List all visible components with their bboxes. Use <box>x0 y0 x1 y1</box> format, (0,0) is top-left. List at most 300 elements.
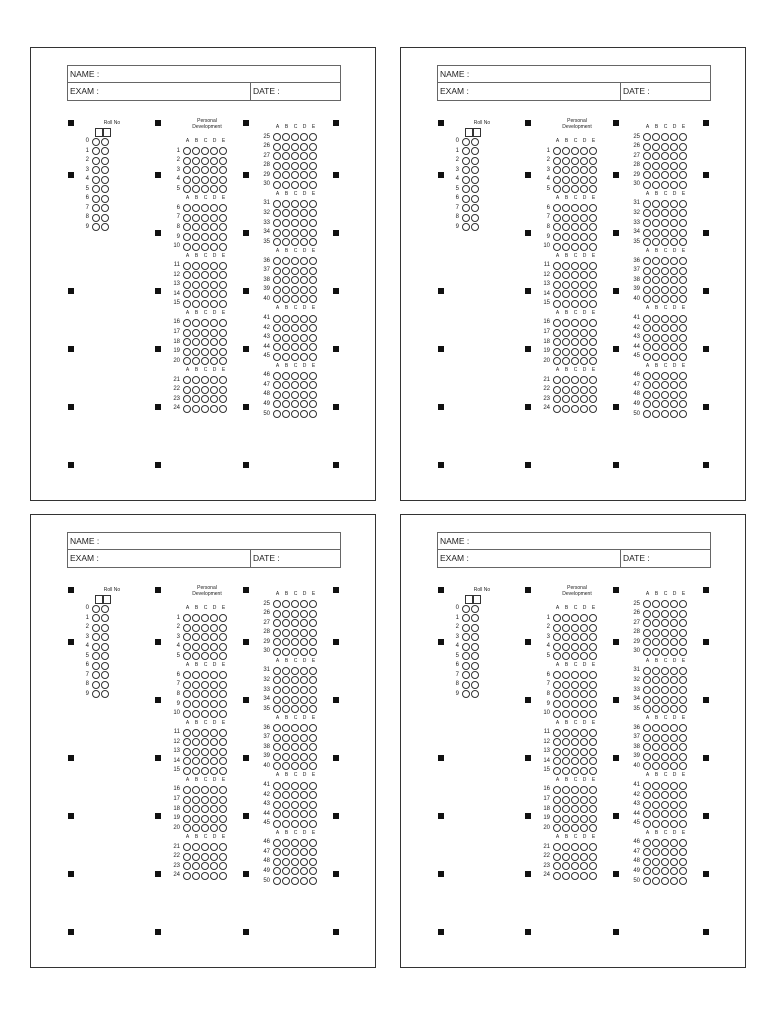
roll-bubble[interactable] <box>92 176 100 184</box>
answer-bubble[interactable] <box>201 796 209 804</box>
answer-bubble[interactable] <box>300 391 308 399</box>
answer-bubble[interactable] <box>562 319 570 327</box>
roll-bubble[interactable] <box>471 138 479 146</box>
answer-bubble[interactable] <box>670 391 678 399</box>
answer-bubble[interactable] <box>219 796 227 804</box>
answer-bubble[interactable] <box>291 372 299 380</box>
answer-bubble[interactable] <box>589 843 597 851</box>
answer-bubble[interactable] <box>201 405 209 413</box>
answer-bubble[interactable] <box>562 204 570 212</box>
exam-field[interactable]: EXAM : DATE : <box>68 550 340 567</box>
answer-bubble[interactable] <box>291 353 299 361</box>
answer-bubble[interactable] <box>273 810 281 818</box>
answer-bubble[interactable] <box>291 676 299 684</box>
answer-bubble[interactable] <box>589 300 597 308</box>
answer-bubble[interactable] <box>670 848 678 856</box>
answer-bubble[interactable] <box>201 386 209 394</box>
answer-bubble[interactable] <box>643 209 651 217</box>
answer-bubble[interactable] <box>679 353 687 361</box>
answer-bubble[interactable] <box>670 820 678 828</box>
answer-bubble[interactable] <box>571 690 579 698</box>
answer-bubble[interactable] <box>670 324 678 332</box>
answer-bubble[interactable] <box>670 791 678 799</box>
answer-bubble[interactable] <box>652 400 660 408</box>
answer-bubble[interactable] <box>670 619 678 627</box>
answer-bubble[interactable] <box>562 738 570 746</box>
roll-bubble[interactable] <box>92 204 100 212</box>
answer-bubble[interactable] <box>661 667 669 675</box>
exam-field[interactable]: EXAM : DATE : <box>68 83 340 100</box>
answer-bubble[interactable] <box>643 676 651 684</box>
answer-bubble[interactable] <box>192 395 200 403</box>
answer-bubble[interactable] <box>219 757 227 765</box>
answer-bubble[interactable] <box>192 690 200 698</box>
answer-bubble[interactable] <box>219 614 227 622</box>
answer-bubble[interactable] <box>282 848 290 856</box>
answer-bubble[interactable] <box>291 181 299 189</box>
answer-bubble[interactable] <box>219 348 227 356</box>
answer-bubble[interactable] <box>183 872 191 880</box>
answer-bubble[interactable] <box>309 143 317 151</box>
answer-bubble[interactable] <box>679 638 687 646</box>
answer-bubble[interactable] <box>562 681 570 689</box>
answer-bubble[interactable] <box>589 176 597 184</box>
roll-bubble[interactable] <box>471 652 479 660</box>
answer-bubble[interactable] <box>589 710 597 718</box>
answer-bubble[interactable] <box>210 329 218 337</box>
answer-bubble[interactable] <box>661 152 669 160</box>
answer-bubble[interactable] <box>661 200 669 208</box>
answer-bubble[interactable] <box>219 815 227 823</box>
answer-bubble[interactable] <box>679 848 687 856</box>
answer-bubble[interactable] <box>589 185 597 193</box>
answer-bubble[interactable] <box>300 295 308 303</box>
answer-bubble[interactable] <box>562 176 570 184</box>
answer-bubble[interactable] <box>273 181 281 189</box>
answer-bubble[interactable] <box>643 610 651 618</box>
answer-bubble[interactable] <box>589 872 597 880</box>
answer-bubble[interactable] <box>589 348 597 356</box>
answer-bubble[interactable] <box>273 648 281 656</box>
answer-bubble[interactable] <box>183 624 191 632</box>
answer-bubble[interactable] <box>562 853 570 861</box>
answer-bubble[interactable] <box>571 243 579 251</box>
answer-bubble[interactable] <box>300 381 308 389</box>
answer-bubble[interactable] <box>652 724 660 732</box>
answer-bubble[interactable] <box>661 848 669 856</box>
answer-bubble[interactable] <box>309 629 317 637</box>
answer-bubble[interactable] <box>580 300 588 308</box>
answer-bubble[interactable] <box>219 338 227 346</box>
answer-bubble[interactable] <box>571 805 579 813</box>
answer-bubble[interactable] <box>210 614 218 622</box>
answer-bubble[interactable] <box>679 400 687 408</box>
answer-bubble[interactable] <box>219 176 227 184</box>
roll-bubble[interactable] <box>92 223 100 231</box>
answer-bubble[interactable] <box>670 257 678 265</box>
answer-bubble[interactable] <box>670 267 678 275</box>
answer-bubble[interactable] <box>643 619 651 627</box>
answer-bubble[interactable] <box>201 300 209 308</box>
answer-bubble[interactable] <box>210 233 218 241</box>
answer-bubble[interactable] <box>580 223 588 231</box>
answer-bubble[interactable] <box>679 753 687 761</box>
answer-bubble[interactable] <box>589 652 597 660</box>
answer-bubble[interactable] <box>589 805 597 813</box>
answer-bubble[interactable] <box>652 810 660 818</box>
answer-bubble[interactable] <box>291 324 299 332</box>
answer-bubble[interactable] <box>219 233 227 241</box>
answer-bubble[interactable] <box>309 791 317 799</box>
roll-bubble[interactable] <box>92 138 100 146</box>
answer-bubble[interactable] <box>210 805 218 813</box>
roll-bubble[interactable] <box>101 176 109 184</box>
answer-bubble[interactable] <box>571 671 579 679</box>
answer-bubble[interactable] <box>661 724 669 732</box>
answer-bubble[interactable] <box>219 738 227 746</box>
answer-bubble[interactable] <box>580 843 588 851</box>
answer-bubble[interactable] <box>652 839 660 847</box>
answer-bubble[interactable] <box>562 786 570 794</box>
answer-bubble[interactable] <box>679 152 687 160</box>
answer-bubble[interactable] <box>201 786 209 794</box>
answer-bubble[interactable] <box>571 395 579 403</box>
roll-bubble[interactable] <box>462 195 470 203</box>
answer-bubble[interactable] <box>670 315 678 323</box>
answer-bubble[interactable] <box>661 791 669 799</box>
answer-bubble[interactable] <box>553 233 561 241</box>
answer-bubble[interactable] <box>291 696 299 704</box>
answer-bubble[interactable] <box>192 757 200 765</box>
answer-bubble[interactable] <box>652 600 660 608</box>
answer-bubble[interactable] <box>670 600 678 608</box>
answer-bubble[interactable] <box>562 614 570 622</box>
answer-bubble[interactable] <box>300 276 308 284</box>
answer-bubble[interactable] <box>219 862 227 870</box>
answer-bubble[interactable] <box>652 610 660 618</box>
answer-bubble[interactable] <box>210 824 218 832</box>
answer-bubble[interactable] <box>291 734 299 742</box>
answer-bubble[interactable] <box>291 705 299 713</box>
answer-bubble[interactable] <box>300 858 308 866</box>
answer-bubble[interactable] <box>273 801 281 809</box>
answer-bubble[interactable] <box>291 600 299 608</box>
answer-bubble[interactable] <box>679 229 687 237</box>
answer-bubble[interactable] <box>201 652 209 660</box>
answer-bubble[interactable] <box>201 223 209 231</box>
answer-bubble[interactable] <box>273 324 281 332</box>
answer-bubble[interactable] <box>571 700 579 708</box>
answer-bubble[interactable] <box>643 381 651 389</box>
answer-bubble[interactable] <box>183 643 191 651</box>
roll-bubble[interactable] <box>471 176 479 184</box>
answer-bubble[interactable] <box>580 243 588 251</box>
answer-bubble[interactable] <box>201 710 209 718</box>
answer-bubble[interactable] <box>192 796 200 804</box>
answer-bubble[interactable] <box>201 805 209 813</box>
answer-bubble[interactable] <box>661 410 669 418</box>
answer-bubble[interactable] <box>580 748 588 756</box>
answer-bubble[interactable] <box>183 300 191 308</box>
answer-bubble[interactable] <box>670 743 678 751</box>
answer-bubble[interactable] <box>652 343 660 351</box>
answer-bubble[interactable] <box>553 796 561 804</box>
answer-bubble[interactable] <box>679 267 687 275</box>
answer-bubble[interactable] <box>571 376 579 384</box>
answer-bubble[interactable] <box>282 753 290 761</box>
answer-bubble[interactable] <box>282 667 290 675</box>
answer-bubble[interactable] <box>580 643 588 651</box>
answer-bubble[interactable] <box>553 329 561 337</box>
answer-bubble[interactable] <box>652 334 660 342</box>
roll-bubble[interactable] <box>101 138 109 146</box>
answer-bubble[interactable] <box>219 824 227 832</box>
answer-bubble[interactable] <box>553 671 561 679</box>
answer-bubble[interactable] <box>589 395 597 403</box>
answer-bubble[interactable] <box>273 782 281 790</box>
answer-bubble[interactable] <box>219 223 227 231</box>
answer-bubble[interactable] <box>273 762 281 770</box>
answer-bubble[interactable] <box>571 214 579 222</box>
answer-bubble[interactable] <box>643 600 651 608</box>
answer-bubble[interactable] <box>562 300 570 308</box>
answer-bubble[interactable] <box>309 839 317 847</box>
roll-bubble[interactable] <box>101 185 109 193</box>
answer-bubble[interactable] <box>192 843 200 851</box>
answer-bubble[interactable] <box>679 295 687 303</box>
answer-bubble[interactable] <box>183 166 191 174</box>
answer-bubble[interactable] <box>589 281 597 289</box>
answer-bubble[interactable] <box>309 743 317 751</box>
answer-bubble[interactable] <box>309 762 317 770</box>
answer-bubble[interactable] <box>670 209 678 217</box>
answer-bubble[interactable] <box>652 276 660 284</box>
answer-bubble[interactable] <box>210 223 218 231</box>
answer-bubble[interactable] <box>553 824 561 832</box>
answer-bubble[interactable] <box>201 185 209 193</box>
answer-bubble[interactable] <box>589 681 597 689</box>
answer-bubble[interactable] <box>652 705 660 713</box>
answer-bubble[interactable] <box>282 810 290 818</box>
answer-bubble[interactable] <box>192 281 200 289</box>
answer-bubble[interactable] <box>679 858 687 866</box>
answer-bubble[interactable] <box>192 405 200 413</box>
answer-bubble[interactable] <box>589 223 597 231</box>
answer-bubble[interactable] <box>183 796 191 804</box>
answer-bubble[interactable] <box>282 181 290 189</box>
answer-bubble[interactable] <box>210 862 218 870</box>
answer-bubble[interactable] <box>201 729 209 737</box>
roll-bubble[interactable] <box>462 185 470 193</box>
answer-bubble[interactable] <box>192 271 200 279</box>
answer-bubble[interactable] <box>183 710 191 718</box>
answer-bubble[interactable] <box>273 696 281 704</box>
answer-bubble[interactable] <box>571 166 579 174</box>
answer-bubble[interactable] <box>661 610 669 618</box>
answer-bubble[interactable] <box>273 171 281 179</box>
answer-bubble[interactable] <box>282 267 290 275</box>
answer-bubble[interactable] <box>210 338 218 346</box>
answer-bubble[interactable] <box>562 233 570 241</box>
answer-bubble[interactable] <box>210 633 218 641</box>
answer-bubble[interactable] <box>553 204 561 212</box>
answer-bubble[interactable] <box>201 166 209 174</box>
answer-bubble[interactable] <box>553 681 561 689</box>
answer-bubble[interactable] <box>652 629 660 637</box>
answer-bubble[interactable] <box>219 624 227 632</box>
answer-bubble[interactable] <box>643 286 651 294</box>
answer-bubble[interactable] <box>192 157 200 165</box>
answer-bubble[interactable] <box>589 290 597 298</box>
answer-bubble[interactable] <box>273 343 281 351</box>
answer-bubble[interactable] <box>670 676 678 684</box>
answer-bubble[interactable] <box>652 848 660 856</box>
answer-bubble[interactable] <box>309 162 317 170</box>
answer-bubble[interactable] <box>273 676 281 684</box>
answer-bubble[interactable] <box>661 171 669 179</box>
answer-bubble[interactable] <box>300 267 308 275</box>
answer-bubble[interactable] <box>192 166 200 174</box>
answer-bubble[interactable] <box>562 157 570 165</box>
answer-bubble[interactable] <box>670 133 678 141</box>
answer-bubble[interactable] <box>219 405 227 413</box>
answer-bubble[interactable] <box>210 815 218 823</box>
answer-bubble[interactable] <box>553 872 561 880</box>
answer-bubble[interactable] <box>201 862 209 870</box>
answer-bubble[interactable] <box>300 162 308 170</box>
answer-bubble[interactable] <box>282 858 290 866</box>
answer-bubble[interactable] <box>661 753 669 761</box>
answer-bubble[interactable] <box>291 858 299 866</box>
answer-bubble[interactable] <box>201 815 209 823</box>
answer-bubble[interactable] <box>553 319 561 327</box>
answer-bubble[interactable] <box>553 405 561 413</box>
answer-bubble[interactable] <box>300 600 308 608</box>
answer-bubble[interactable] <box>580 614 588 622</box>
answer-bubble[interactable] <box>273 257 281 265</box>
answer-bubble[interactable] <box>670 143 678 151</box>
answer-bubble[interactable] <box>192 262 200 270</box>
answer-bubble[interactable] <box>562 348 570 356</box>
answer-bubble[interactable] <box>553 614 561 622</box>
roll-bubble[interactable] <box>101 214 109 222</box>
answer-bubble[interactable] <box>282 238 290 246</box>
answer-bubble[interactable] <box>309 171 317 179</box>
answer-bubble[interactable] <box>580 204 588 212</box>
answer-bubble[interactable] <box>309 229 317 237</box>
answer-bubble[interactable] <box>282 353 290 361</box>
answer-bubble[interactable] <box>652 133 660 141</box>
answer-bubble[interactable] <box>273 334 281 342</box>
answer-bubble[interactable] <box>679 667 687 675</box>
roll-bubble[interactable] <box>101 671 109 679</box>
answer-bubble[interactable] <box>652 391 660 399</box>
answer-bubble[interactable] <box>580 767 588 775</box>
answer-bubble[interactable] <box>589 767 597 775</box>
answer-bubble[interactable] <box>562 243 570 251</box>
answer-bubble[interactable] <box>309 753 317 761</box>
answer-bubble[interactable] <box>670 353 678 361</box>
answer-bubble[interactable] <box>192 815 200 823</box>
answer-bubble[interactable] <box>661 334 669 342</box>
answer-bubble[interactable] <box>183 386 191 394</box>
answer-bubble[interactable] <box>183 338 191 346</box>
answer-bubble[interactable] <box>670 171 678 179</box>
answer-bubble[interactable] <box>571 738 579 746</box>
answer-bubble[interactable] <box>183 614 191 622</box>
answer-bubble[interactable] <box>679 391 687 399</box>
answer-bubble[interactable] <box>219 643 227 651</box>
answer-bubble[interactable] <box>309 734 317 742</box>
answer-bubble[interactable] <box>309 315 317 323</box>
answer-bubble[interactable] <box>282 782 290 790</box>
answer-bubble[interactable] <box>661 238 669 246</box>
answer-bubble[interactable] <box>643 295 651 303</box>
answer-bubble[interactable] <box>580 633 588 641</box>
answer-bubble[interactable] <box>589 614 597 622</box>
answer-bubble[interactable] <box>589 271 597 279</box>
answer-bubble[interactable] <box>571 281 579 289</box>
answer-bubble[interactable] <box>571 405 579 413</box>
answer-bubble[interactable] <box>652 753 660 761</box>
answer-bubble[interactable] <box>643 762 651 770</box>
answer-bubble[interactable] <box>571 862 579 870</box>
answer-bubble[interactable] <box>210 652 218 660</box>
roll-no-box[interactable] <box>95 128 103 137</box>
answer-bubble[interactable] <box>219 872 227 880</box>
roll-bubble[interactable] <box>462 662 470 670</box>
answer-bubble[interactable] <box>300 676 308 684</box>
answer-bubble[interactable] <box>580 738 588 746</box>
answer-bubble[interactable] <box>282 229 290 237</box>
answer-bubble[interactable] <box>652 877 660 885</box>
answer-bubble[interactable] <box>562 271 570 279</box>
name-field[interactable]: NAME : <box>68 66 340 83</box>
answer-bubble[interactable] <box>201 157 209 165</box>
answer-bubble[interactable] <box>643 276 651 284</box>
name-field[interactable]: NAME : <box>438 533 710 550</box>
answer-bubble[interactable] <box>192 233 200 241</box>
answer-bubble[interactable] <box>219 748 227 756</box>
answer-bubble[interactable] <box>201 681 209 689</box>
answer-bubble[interactable] <box>309 400 317 408</box>
answer-bubble[interactable] <box>553 214 561 222</box>
answer-bubble[interactable] <box>652 791 660 799</box>
answer-bubble[interactable] <box>300 229 308 237</box>
answer-bubble[interactable] <box>300 839 308 847</box>
answer-bubble[interactable] <box>219 157 227 165</box>
answer-bubble[interactable] <box>643 238 651 246</box>
roll-no-box[interactable] <box>473 595 481 604</box>
roll-bubble[interactable] <box>462 643 470 651</box>
answer-bubble[interactable] <box>553 271 561 279</box>
answer-bubble[interactable] <box>589 166 597 174</box>
answer-bubble[interactable] <box>643 133 651 141</box>
answer-bubble[interactable] <box>282 152 290 160</box>
answer-bubble[interactable] <box>273 858 281 866</box>
answer-bubble[interactable] <box>679 276 687 284</box>
answer-bubble[interactable] <box>201 348 209 356</box>
answer-bubble[interactable] <box>661 391 669 399</box>
answer-bubble[interactable] <box>652 801 660 809</box>
answer-bubble[interactable] <box>282 162 290 170</box>
answer-bubble[interactable] <box>643 743 651 751</box>
answer-bubble[interactable] <box>282 324 290 332</box>
answer-bubble[interactable] <box>643 734 651 742</box>
answer-bubble[interactable] <box>201 281 209 289</box>
answer-bubble[interactable] <box>652 820 660 828</box>
answer-bubble[interactable] <box>679 257 687 265</box>
